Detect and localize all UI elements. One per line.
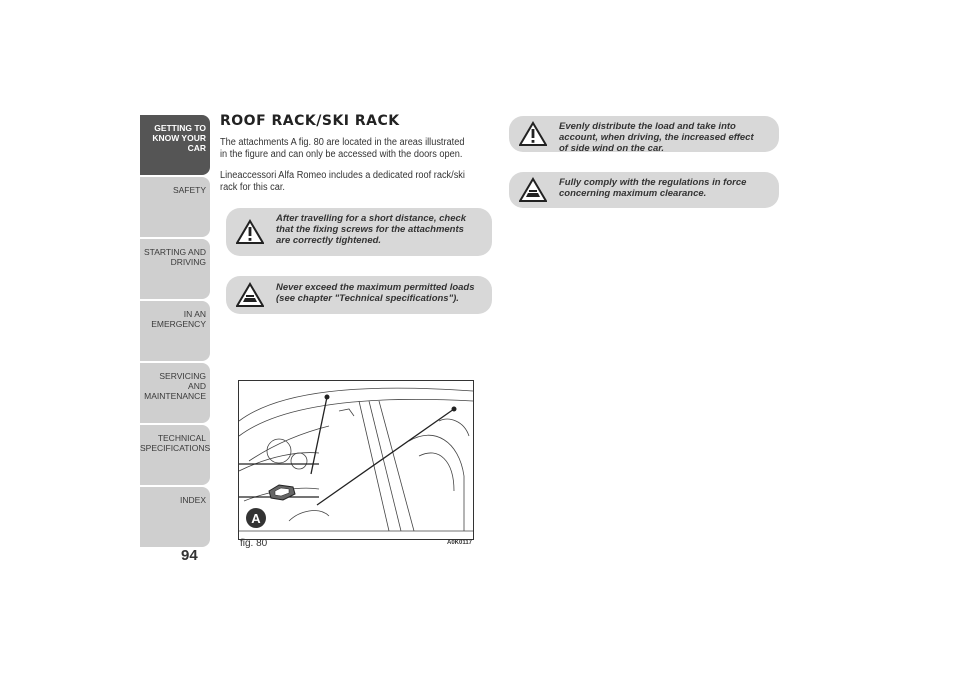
- tab-technical-specifications[interactable]: TECHNICAL SPECIFICATIONS: [140, 425, 210, 485]
- paragraph-attachments: The attachments A fig. 80 are located in the areas illustrated in the figure and can only be accessed with the doors open.: [220, 137, 465, 160]
- tab-starting-and-driving[interactable]: STARTING AND DRIVING: [140, 239, 210, 299]
- figure-80-illustration: [238, 380, 474, 540]
- warning-triangle-icon: [519, 121, 547, 147]
- tab-servicing-and-maintenance[interactable]: SERVICING AND MAINTENANCE: [140, 363, 210, 423]
- warning-box-max-loads: [226, 276, 492, 314]
- warning-box-max-clearance: [509, 172, 779, 208]
- section-title: ROOF RACK/SKI RACK: [220, 113, 400, 129]
- load-warning-icon: [519, 177, 547, 203]
- car-interior-illustration: [239, 381, 473, 539]
- tab-safety[interactable]: SAFETY: [140, 177, 210, 237]
- tab-getting-to-know-your-car[interactable]: GETTING TO KNOW YOUR CAR: [140, 115, 210, 175]
- callout-a-label: A: [251, 511, 261, 526]
- warning-triangle-icon: [236, 219, 264, 245]
- warning-box-distribute-load: [509, 116, 779, 152]
- figure-caption: fig. 80: [240, 538, 268, 549]
- tab-in-an-emergency[interactable]: IN AN EMERGENCY: [140, 301, 210, 361]
- figure-code: A0K0117: [447, 540, 473, 546]
- warning-text: After travelling for a short distance, check that the fixing screws for the attachments are correctly tightened.: [276, 213, 467, 246]
- load-warning-icon: [236, 282, 264, 308]
- warning-box-fixing-screws: [226, 208, 492, 256]
- tab-index[interactable]: INDEX: [140, 487, 210, 547]
- page-number: 94: [181, 547, 198, 564]
- warning-text: Never exceed the maximum permitted loads (see chapter "Technical specifications").: [276, 282, 475, 304]
- warning-text: Evenly distribute the load and take into account, when driving, the increased effect of side wind on the car.: [559, 121, 754, 154]
- paragraph-lineaccessori: Lineaccessori Alfa Romeo includes a dedicated roof rack/ski rack for this car.: [220, 170, 465, 193]
- warning-text: Fully comply with the regulations in force concerning maximum clearance.: [559, 177, 747, 199]
